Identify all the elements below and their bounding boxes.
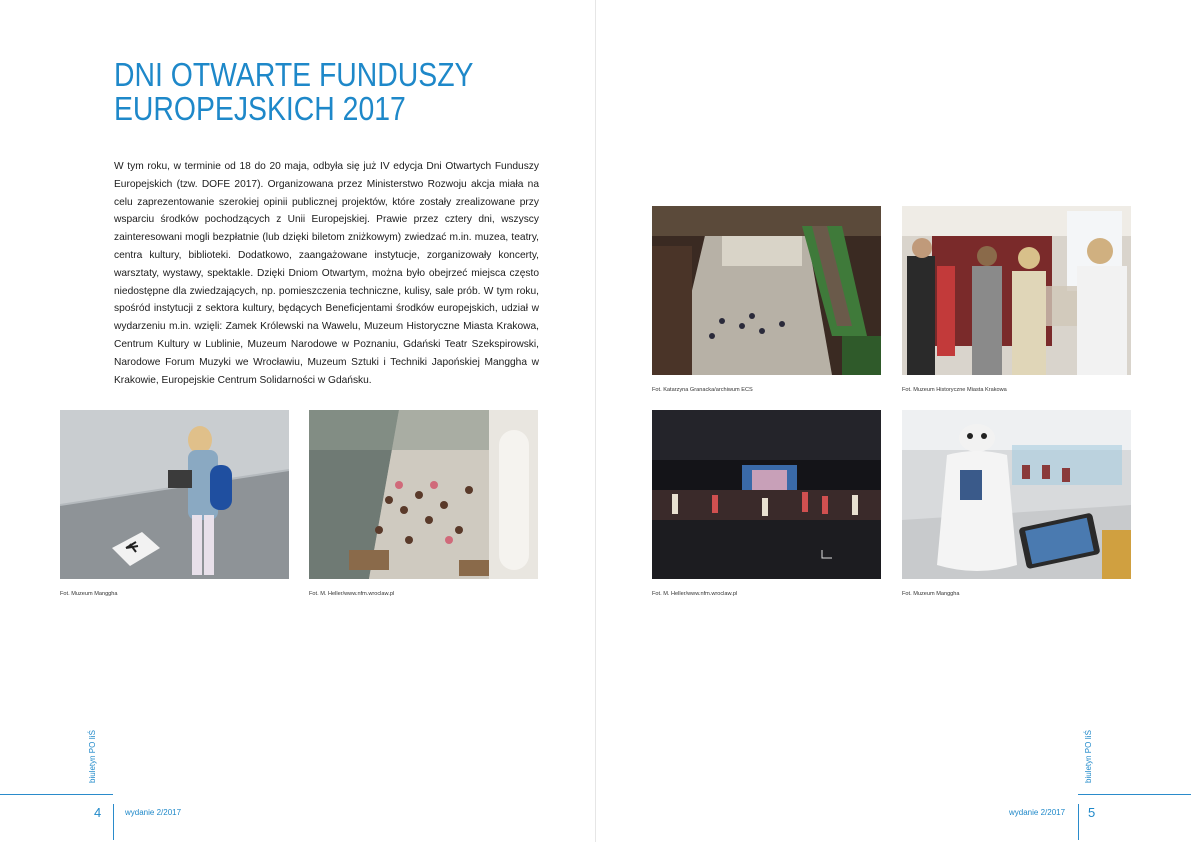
photo-caption: Fot. M. Heller/www.nfm.wroclaw.pl xyxy=(652,591,738,597)
photo-robot-guide xyxy=(902,410,1131,579)
photo-caption: Fot. M. Heller/www.nfm.wroclaw.pl xyxy=(309,591,395,597)
photo-girl-with-tablet xyxy=(60,410,289,579)
photo-concert-stage xyxy=(652,410,881,579)
title-line-2: EUROPEJSKICH 2017 xyxy=(114,90,406,127)
right-page xyxy=(596,0,1191,842)
footer-rule xyxy=(1078,794,1191,795)
left-page xyxy=(0,0,595,842)
photo-ecs-interior xyxy=(652,206,881,375)
photo-caption: Fot. Katarzyna Granacka/archiwum ECS xyxy=(652,387,753,393)
footer-divider xyxy=(1078,804,1079,840)
edition-label: wydanie 2/2017 xyxy=(1009,808,1066,817)
page-number: 4 xyxy=(94,805,102,820)
side-label: biuletyn PO IiŚ xyxy=(88,730,97,783)
article-body: W tym roku, w terminie od 18 do 20 maja, odbyła się już IV edycja Dni Otwartych Funduszy Europejskich (tzw. DOFE 2017). Organizowana przez Ministerstwo Rozwoju akcja miała na celu zaprezentowanie szerokiej opinii publicznej projektów, które zostały zrealizowane przy wsparciu środków pochodzących z Unii Europejskiej. Prawie przez cztery dni, wszyscy zainteresowani mogli bezpłatnie (lub dzięki biletom zniżkowym) zwiedzać m.in. muzea, teatry, centra kultury, biblioteki. Dodatkowo, zaangażowane instytucje, zorganizowały koncerty, warsztaty, wystawy, spektakle. Dzięki Dniom Otwartym, można było obejrzeć miejsca często niedostępne dla zwiedzających, np. pomieszczenia techniczne, kulisy, sale prób. W tym roku, spośród instytucji z sektora kultury, będących Beneficjentami środków europejskich, udział w wydarzeniu m.in. wzięli: Zamek Królewski na Wawelu, Muzeum Historyczne Miasta Krakowa, Centrum Kultury w Lublinie, Muzeum Narodowe w Poznaniu, Gdański Teatr Szekspirowski, Narodowe Forum Muzyki we Wrocławiu, Muzeum Sztuki i Techniki Japońskiej Manggha w Krakowie, Europejskie Centrum Solidarności w Gdańsku. xyxy=(114,161,539,386)
footer-rule xyxy=(0,794,113,795)
photo-museum-visitors xyxy=(902,206,1131,375)
edition-label: wydanie 2/2017 xyxy=(125,808,182,817)
footer-divider xyxy=(113,804,114,840)
side-label: biuletyn PO IiŚ xyxy=(1084,730,1093,783)
photo-caption: Fot. Muzeum Manggha xyxy=(902,591,960,597)
article-title xyxy=(114,58,473,126)
page-number: 5 xyxy=(1088,805,1096,820)
photo-atrium-crowd xyxy=(309,410,538,579)
photo-caption: Fot. Muzeum Historyczne Miasta Krakowa xyxy=(902,387,1007,393)
photo-caption: Fot. Muzeum Manggha xyxy=(60,591,118,597)
title-line-1: DNI OTWARTE FUNDUSZY xyxy=(114,56,474,93)
